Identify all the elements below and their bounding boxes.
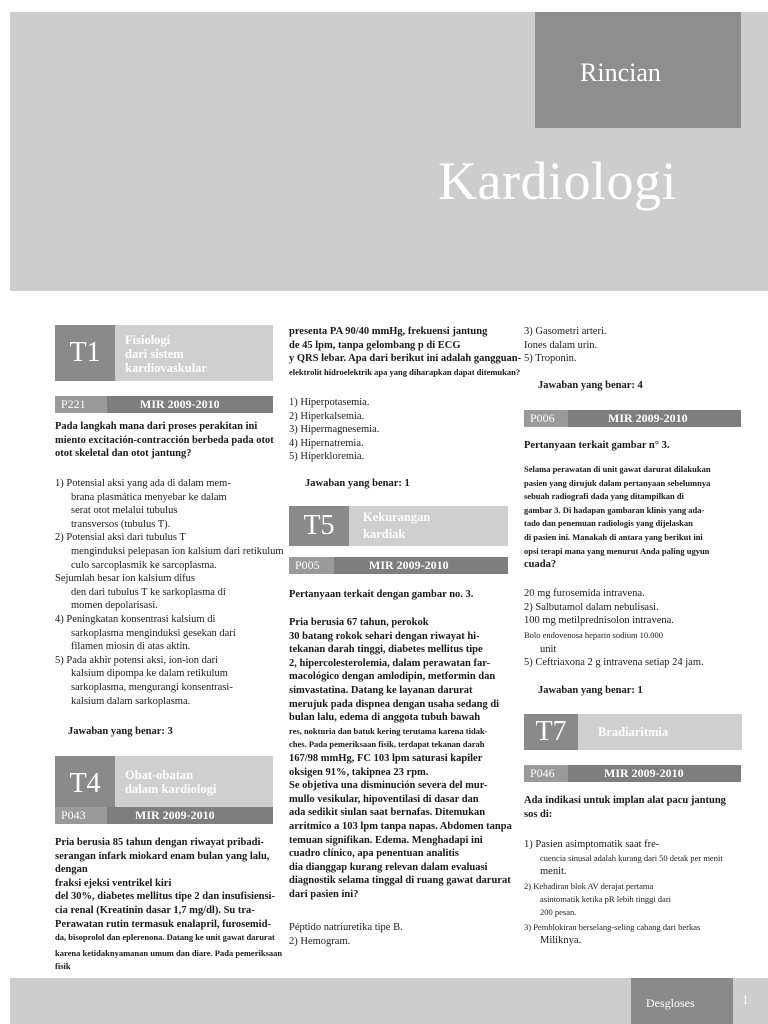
text-line: 2, hipercolesterolemia, dalam perawatan far- [289,657,491,669]
option-line: Bolo endovenosa heparin sodium 10.000 [524,629,664,640]
text-line: serangan infark miokard enam bulan yang lalu, dengan [55,850,270,876]
question-code: P221 [61,397,86,411]
text-line: cuada? [524,559,557,571]
answer-options [524,838,749,948]
question-text [289,616,521,901]
question-bar-p221 [55,396,273,413]
option-line: 5) Ceftriaxona 2 g intravena setiap 24 jam. [524,657,704,669]
footer-label: Desgloses [646,996,695,1010]
option-line: 1) Potensial aksi yang ada di dalam mem- [55,478,231,489]
text-line: di pasien ini. Manakah di antara yang berikut ini [524,531,703,542]
option-line: cuencia sinusal adalah kurang dari 50 detak per menit [540,852,723,863]
text-line: pasien yang dirujuk dalam pertanyaan sebelumnya [524,477,711,488]
exam-label: MIR 2009-2010 [135,808,215,822]
option-line: sarkoplasma menginduksi gesekan dari [71,627,236,639]
option-line: Iones dalam urin. [524,339,598,351]
option-line: 2) Hiperkalsemia. [289,410,365,422]
option-line: 1) Hiperpotasemia. [289,397,370,408]
text-line: Ada indikasi untuk implan alat pacu jantung [524,795,726,806]
text-line: res, nokturia dan batuk kering terutama karena tidak- [289,725,488,736]
exam-label: MIR 2009-2010 [369,558,449,572]
topic-title-line: Bradiaritmia [598,725,669,739]
text-line: 30 batang rokok sehari dengan riwayat hi- [289,630,480,642]
option-line: den dari tubulus T ke sarkoplasma di [71,586,226,598]
text-line: dari pasien ini? [289,888,359,900]
text-line: cuadro clínico, apa penentuan analitis [289,848,459,860]
text-line: Pada langkah mana dari proses perakitan ini [55,421,258,432]
topic-title [363,510,430,541]
text-line: cia renal (Kreatinin dasar 1,7 mg/dl). Su tra- [55,904,255,916]
exam-label: MIR 2009-2010 [604,766,684,780]
text-line: macológico dengan amlodipin, metformin dan [289,671,496,683]
text-line: bulan lalu, edema di anggota tubuh bawah [289,712,481,724]
correct-answer: Jawaban yang benar: 1 [538,685,643,696]
correct-answer: Jawaban yang benar: 4 [538,380,643,391]
topic-title-line: Obat-obatan [125,768,194,782]
topic-number: T5 [289,506,349,546]
text-line: sebuah radiografi dada yang ditampilkan di [524,491,684,502]
text-line: dia dianggap kurang relevan dalam evaluasi [289,861,488,873]
question-bar-p005 [289,557,508,574]
question-code: P006 [530,411,555,425]
question-code: P046 [530,766,555,780]
text-line: Se objetiva una disminución severa del mur- [289,780,488,792]
answer-options [524,325,744,366]
text-line: karena ketidaknyamanan umum dan diare. Pada pemeriksaan fisik [55,947,283,972]
option-line: menginduksi pelepasan ion kalsium dari retikulum [71,545,284,557]
option-line: 3) Hipermagnesemia. [289,424,380,436]
question-text [55,836,295,974]
question-text [55,420,280,461]
page-subtitle: Rincian [580,58,661,87]
correct-answer: Jawaban yang benar: 3 [68,726,173,737]
correct-answer: Jawaban yang benar: 1 [305,478,410,489]
answer-options [289,921,509,948]
page-title: Kardiologi [438,151,677,211]
text-line: merujuk pada dispnea dengan usaha sedang di [289,698,500,710]
option-line: serat otot melalui tubulus [71,505,178,517]
answer-options [289,396,509,464]
option-line: 200 pesan. [540,907,577,918]
topic-t1-header [55,325,273,381]
text-line: miento excitación-contracción berbeda pada otot [55,434,274,446]
option-line: 2) Potensial aksi dari tubulus T [55,532,186,544]
question-continuation [289,325,524,379]
exam-label: MIR 2009-2010 [608,411,688,425]
topic-t7-header [524,714,742,750]
text-line: simvastatina. Datang ke layanan darurat [289,684,473,696]
topic-number: T4 [55,756,115,812]
topic-title [125,333,207,375]
page-number: 1 [742,992,749,1007]
question-bar-p046 [524,765,741,782]
topic-title [598,725,668,739]
option-line: kalsium dipompa ke dalam retikulum [71,668,228,680]
question-reference: Pertanyaan terkait gambar n° 3. [524,440,670,451]
question-reference: Pertanyaan terkait dengan gambar no. 3. [289,589,474,600]
option-line: Miliknya. [540,934,582,946]
text-line: oksigen 91%, takipnea 23 rpm. [289,766,429,778]
text-line: da, bisoprolol dan eplerenona. Datang ke unit gawat darurat [55,932,275,943]
option-line: 2) Salbutamol dalam nebulisasi. [524,601,659,613]
option-line: Sejumlah besar ion kalsium difus [55,573,195,585]
option-line: kalsium dalam sarkoplasma. [71,695,191,707]
topic-number: T7 [524,714,578,750]
text-line: ada sedikit siulan saat bernafas. Ditemukan [289,807,486,819]
text-line: presenta PA 90/40 mmHg, frekuensi jantung [289,326,488,337]
option-line: brana plasmática menyebar ke dalam [71,491,227,503]
topic-t5-header [289,506,508,546]
topic-title-line: kardiak [363,527,406,541]
text-line: otot skeletal dan otot jantung? [55,448,192,460]
text-line: y QRS lebar. Apa dari berikut ini adalah gangguan- [289,353,522,365]
topic-number: T1 [55,325,115,381]
option-line: filamen miosin di atas aktin. [71,641,191,653]
option-line: Péptido natriuretika tipe B. [289,922,403,933]
text-line: arritmico a 103 lpm tanpa napas. Abdomen tanpa [289,820,512,832]
text-line: temuan signifikan. Edema. Menghadapi ini [289,834,483,846]
text-line: Pria berusia 67 tahun, perokok [289,617,429,628]
option-line: transversos (tubulus T). [71,518,171,530]
text-line: tekanan darah tinggi, diabetes mellitus tipe [289,644,483,656]
option-line: 3) Gasometri arteri. [524,326,607,337]
text-line: fraksi ejeksi ventrikel kiri [55,877,172,889]
text-line: 167/98 mmHg, FC 103 lpm saturasi kapiler [289,752,483,764]
text-line: del 30%, diabetes mellitus tipe 2 dan insufisiensi- [55,891,275,903]
text-line: opsi terapi mana yang menurut Anda paling ugyun [524,545,710,556]
text-line: ches. Pada pemeriksaan fisik, terdapat tekanan darah [289,739,485,750]
question-bar-p043 [55,807,273,824]
exam-label: MIR 2009-2010 [140,397,220,411]
text-line: Pria berusia 85 tahun dengan riwayat pribadi- [55,837,264,848]
topic-title [125,768,216,796]
question-text [524,463,746,572]
topic-t4-header [55,756,273,812]
option-line: menit. [540,866,567,878]
option-line: 2) Hemogram. [289,935,351,947]
text-line: Perawatan rutin termasuk enalapril, furosemid- [55,918,271,930]
option-line: momen depolarisasi. [71,600,158,612]
option-line: 4) Hipernatremia. [289,437,364,449]
answer-options [55,477,290,708]
text-line: de 45 lpm, tanpa gelombang p di ECG [289,339,461,351]
topic-title-line: Fisiologi [125,333,171,347]
option-line: 100 mg metilprednisolon intravena. [524,615,674,627]
question-text [524,794,746,821]
option-line: 5) Troponin. [524,353,577,365]
option-line: culo sarcoplasmik ke sarcoplasma. [71,559,217,571]
question-code: P005 [295,558,320,572]
topic-title-line: dalam kardiologi [125,782,217,796]
question-bar-p006 [524,410,741,427]
option-line: 5) Hiperkloremia. [289,451,365,463]
option-line: 2) Kehadiran blok AV derajat pertama [524,880,654,891]
option-line: 5) Pada akhir potensi aksi, ion-ion dari [55,654,219,666]
text-line: sos di: [524,808,553,820]
topic-title-line: Kekurangan [363,510,431,524]
option-line: unit [540,643,557,655]
question-code: P043 [61,808,86,822]
answer-options [524,587,746,670]
text-line: elektrolit hidroelektrik apa yang diharapkan dapat ditemukan? [289,366,521,377]
text-line: gambar 3. Di hadapan gambaran klinis yang ada- [524,504,705,515]
text-line: diagnostik selama tinggal di ruang gawat darurat [289,875,511,887]
option-line: 1) Pasien asimptomatik saat fre- [524,839,660,850]
topic-title-line: kardiovaskular [125,361,207,375]
text-line: mullo vesikular, hipoventilasi di dasar dan [289,793,479,805]
topic-title-line: dari sistem [125,347,184,361]
option-line: sarkoplasma, mengurangi konsentrasi- [71,681,233,693]
option-line: 3) Pemblokiran berselang-seling cabang dari berkas [524,921,701,932]
option-line: 20 mg furosemida intravena. [524,588,645,599]
option-line: 4) Peningkatan konsentrasi kalsium di [55,613,216,625]
option-line: asintomatik ketika pR lebih tinggi dari [540,893,672,904]
text-line: tado dan penemuan radiologis yang dijelaskan [524,518,693,529]
text-line: Selama perawatan di unit gawat darurat dilakukan [524,464,711,474]
